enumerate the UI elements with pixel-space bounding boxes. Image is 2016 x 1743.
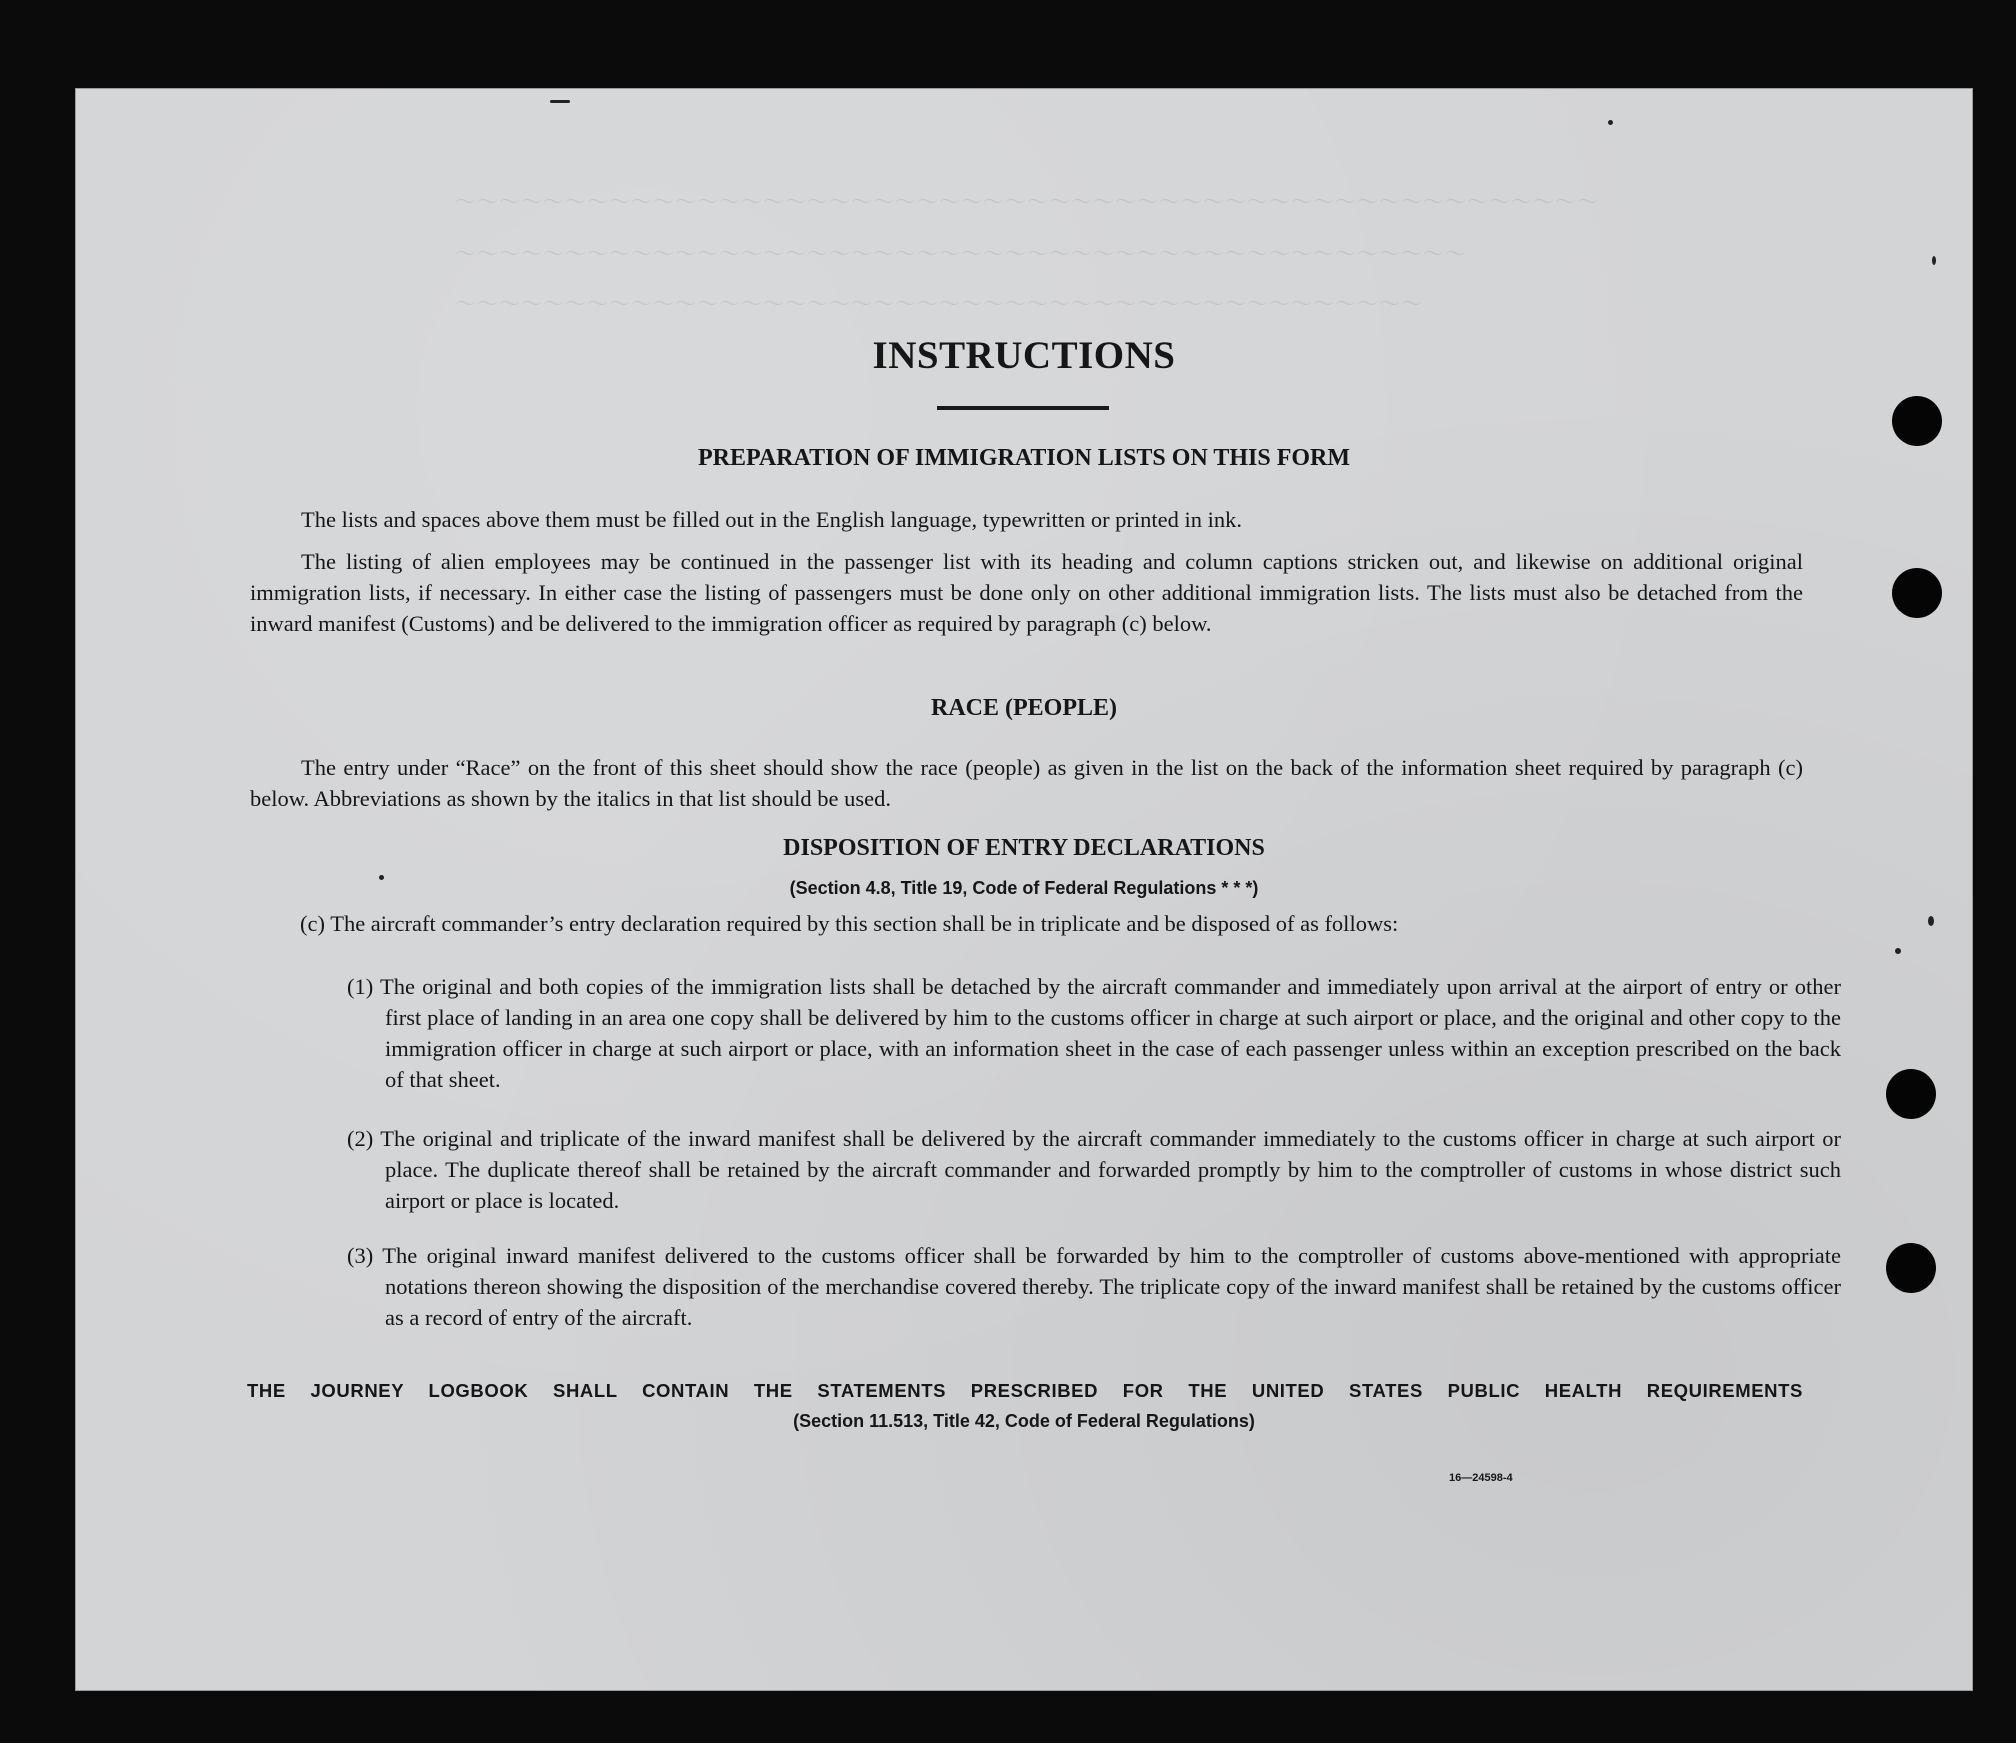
punch-hole — [1892, 396, 1942, 446]
section-heading-disposition: DISPOSITION OF ENTRY DECLARATIONS — [783, 835, 1265, 861]
footer-reference: (Section 11.513, Title 42, Code of Federal Regulations) — [793, 1411, 1255, 1431]
paragraph-language-requirement: The lists and spaces above them must be filled out in the English language, typewritten or printed in ink. — [301, 507, 1243, 532]
section-heading-race: RACE (PEOPLE) — [931, 695, 1117, 721]
ink-speck — [1608, 120, 1613, 125]
ink-speck — [1932, 256, 1936, 265]
item-marker: (1) — [347, 974, 374, 999]
ink-mark — [550, 100, 570, 103]
list-item-2 — [347, 1123, 1841, 1216]
ink-speck — [1928, 916, 1934, 926]
list-item-3 — [347, 1240, 1841, 1333]
paragraph-alien-employees: The listing of alien employees may be continued in the passenger list with its heading and column captions stricken out, and likewise on additional original immigration lists, if necessary. In either case the listing of passengers must be done only on other additional immigration lists. The lists must also be detached from the inward manifest (Customs) and be delivered to the immigration officer as required by paragraph (c) below. — [250, 549, 1803, 636]
bleed-through-text: ～～～～～～～～～～～～～～～～～～～～～～～～～～～～～～～～～～～～～～～～～～～～～～～～～～～～ — [455, 190, 1599, 214]
item-marker: (2) — [347, 1126, 374, 1151]
footer-statement: THE JOURNEY LOGBOOK SHALL CONTAIN THE STATEMENTS PRESCRIBED FOR THE UNITED STATES PUBLIC HEALTH REQUIREMENTS — [247, 1380, 1803, 1401]
title-underline — [937, 406, 1109, 410]
ink-speck — [1895, 948, 1901, 954]
bleed-through-text: ～～～～～～～～～～～～～～～～～～～～～～～～～～～～～～～～～～～～～～～～～～～～～～ — [455, 242, 1467, 266]
clause-text: The aircraft commander’s entry declaration required by this section shall be in triplicate and be disposed of as follows: — [330, 911, 1399, 936]
clause-marker: (c) — [300, 911, 325, 936]
item-text: The original and triplicate of the inward manifest shall be delivered by the aircraft commander immediately to the customs officer in charge at such airport or place. The duplicate thereof shall be retained by the aircraft commander and forwarded promptly by him to the comptroller of customs in whose district such airport or place is located. — [380, 1126, 1841, 1213]
section-heading-preparation: PREPARATION OF IMMIGRATION LISTS ON THIS FORM — [697, 445, 1351, 471]
document-page — [75, 88, 1973, 1691]
paragraph-race-entry: The entry under “Race” on the front of this sheet should show the race (people) as given in the list on the back of the information sheet required by paragraph (c) below. Abbreviations as shown by the italics in that list should be used. — [250, 755, 1803, 811]
item-text: The original and both copies of the immigration lists shall be detached by the aircraft commander and immediately upon arrival at the airport of entry or other first place of landing in an area one copy shall be delivered by him to the customs officer in charge at such airport or place, and the original and other copy to the immigration officer in charge at such airport or place, with an information sheet in the case of each passenger unless within an exception prescribed on the back of that sheet. — [379, 974, 1841, 1092]
bleed-through-text: ～～～～～～～～～～～～～～～～～～～～～～～～～～～～～～～～～～～～～～～～～～～～ — [455, 292, 1423, 316]
punch-hole — [1886, 1243, 1936, 1293]
item-text: The original inward manifest delivered to the customs officer shall be forwarded by him to the comptroller of customs above-mentioned with appropriate notations thereon showing the disposition of the merchandise covered thereby. The triplicate copy of the inward manifest shall be retained by the customs officer as a record of entry of the aircraft. — [382, 1243, 1841, 1330]
page-title: INSTRUCTIONS — [872, 334, 1176, 377]
item-marker: (3) — [347, 1243, 374, 1268]
punch-hole — [1892, 568, 1942, 618]
section-reference: (Section 4.8, Title 19, Code of Federal Regulations * * *) — [789, 878, 1259, 898]
form-number: 16—24598-4 — [1449, 1472, 1513, 1484]
punch-hole — [1886, 1069, 1936, 1119]
list-item-1 — [347, 971, 1841, 1095]
clause-c — [300, 908, 1803, 939]
